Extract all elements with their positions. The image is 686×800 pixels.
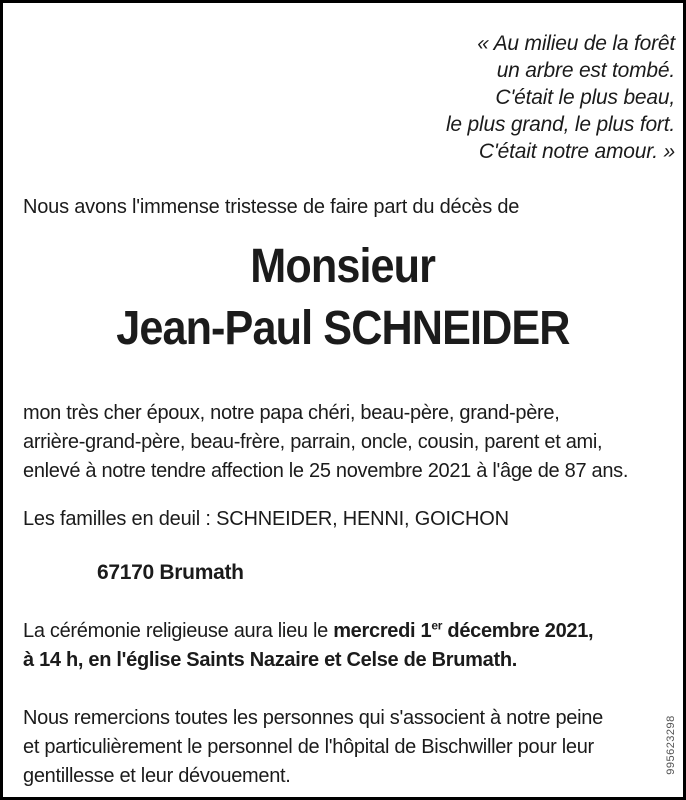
grieving-families: Les familles en deuil : SCHNEIDER, HENNI, GOICHON (23, 508, 509, 530)
quote-line: C'était le plus beau, (495, 86, 675, 109)
thanks-line: gentillesse et leur dévouement. (23, 765, 291, 787)
ceremony-details (3, 617, 683, 675)
thanks-paragraph (3, 704, 683, 791)
tribute-line: enlevé à notre tendre affection le 25 novembre 2021 à l'âge de 87 ans. (23, 460, 629, 482)
tribute-line: arrière-grand-père, beau-frère, parrain, oncle, cousin, parent et ami, (23, 431, 603, 453)
deceased-title (3, 236, 683, 298)
thanks-line: Nous remercions toutes les personnes qui s'associent à notre peine (23, 707, 603, 729)
family-address: 67170 Brumath (97, 561, 244, 584)
deceased-name (3, 298, 683, 360)
tribute-paragraph (3, 399, 683, 486)
deceased-name-text: Jean-Paul SCHNEIDER (116, 302, 570, 355)
thanks-line: et particulièrement le personnel de l'hôpital de Bischwiller pour leur (23, 736, 594, 758)
quote-line: un arbre est tombé. (496, 59, 675, 82)
quote-line: le plus grand, le plus fort. (445, 113, 675, 136)
ceremony-date-day: mercredi 1 (333, 620, 432, 642)
ceremony-line-1 (23, 617, 683, 646)
epigraph-quote (3, 30, 683, 165)
reference-number: 995623298 (665, 715, 677, 775)
quote-line: « Au milieu de la forêt (477, 32, 675, 55)
tribute-line: mon très cher époux, notre papa chéri, beau-père, grand-père, (23, 402, 560, 424)
deceased-title-text: Monsieur (250, 240, 436, 293)
ordinal-superscript: er (431, 618, 443, 633)
ceremony-date-rest: décembre 2021, (442, 620, 594, 642)
quote-line: C'était notre amour. » (478, 140, 675, 163)
ceremony-line-2: à 14 h, en l'église Saints Nazaire et Celse de Brumath. (23, 649, 518, 671)
announcement-intro: Nous avons l'immense tristesse de faire part du décès de (23, 196, 520, 218)
deceased-name-heading (3, 236, 683, 360)
ceremony-prefix: La cérémonie religieuse aura lieu le (23, 620, 334, 642)
